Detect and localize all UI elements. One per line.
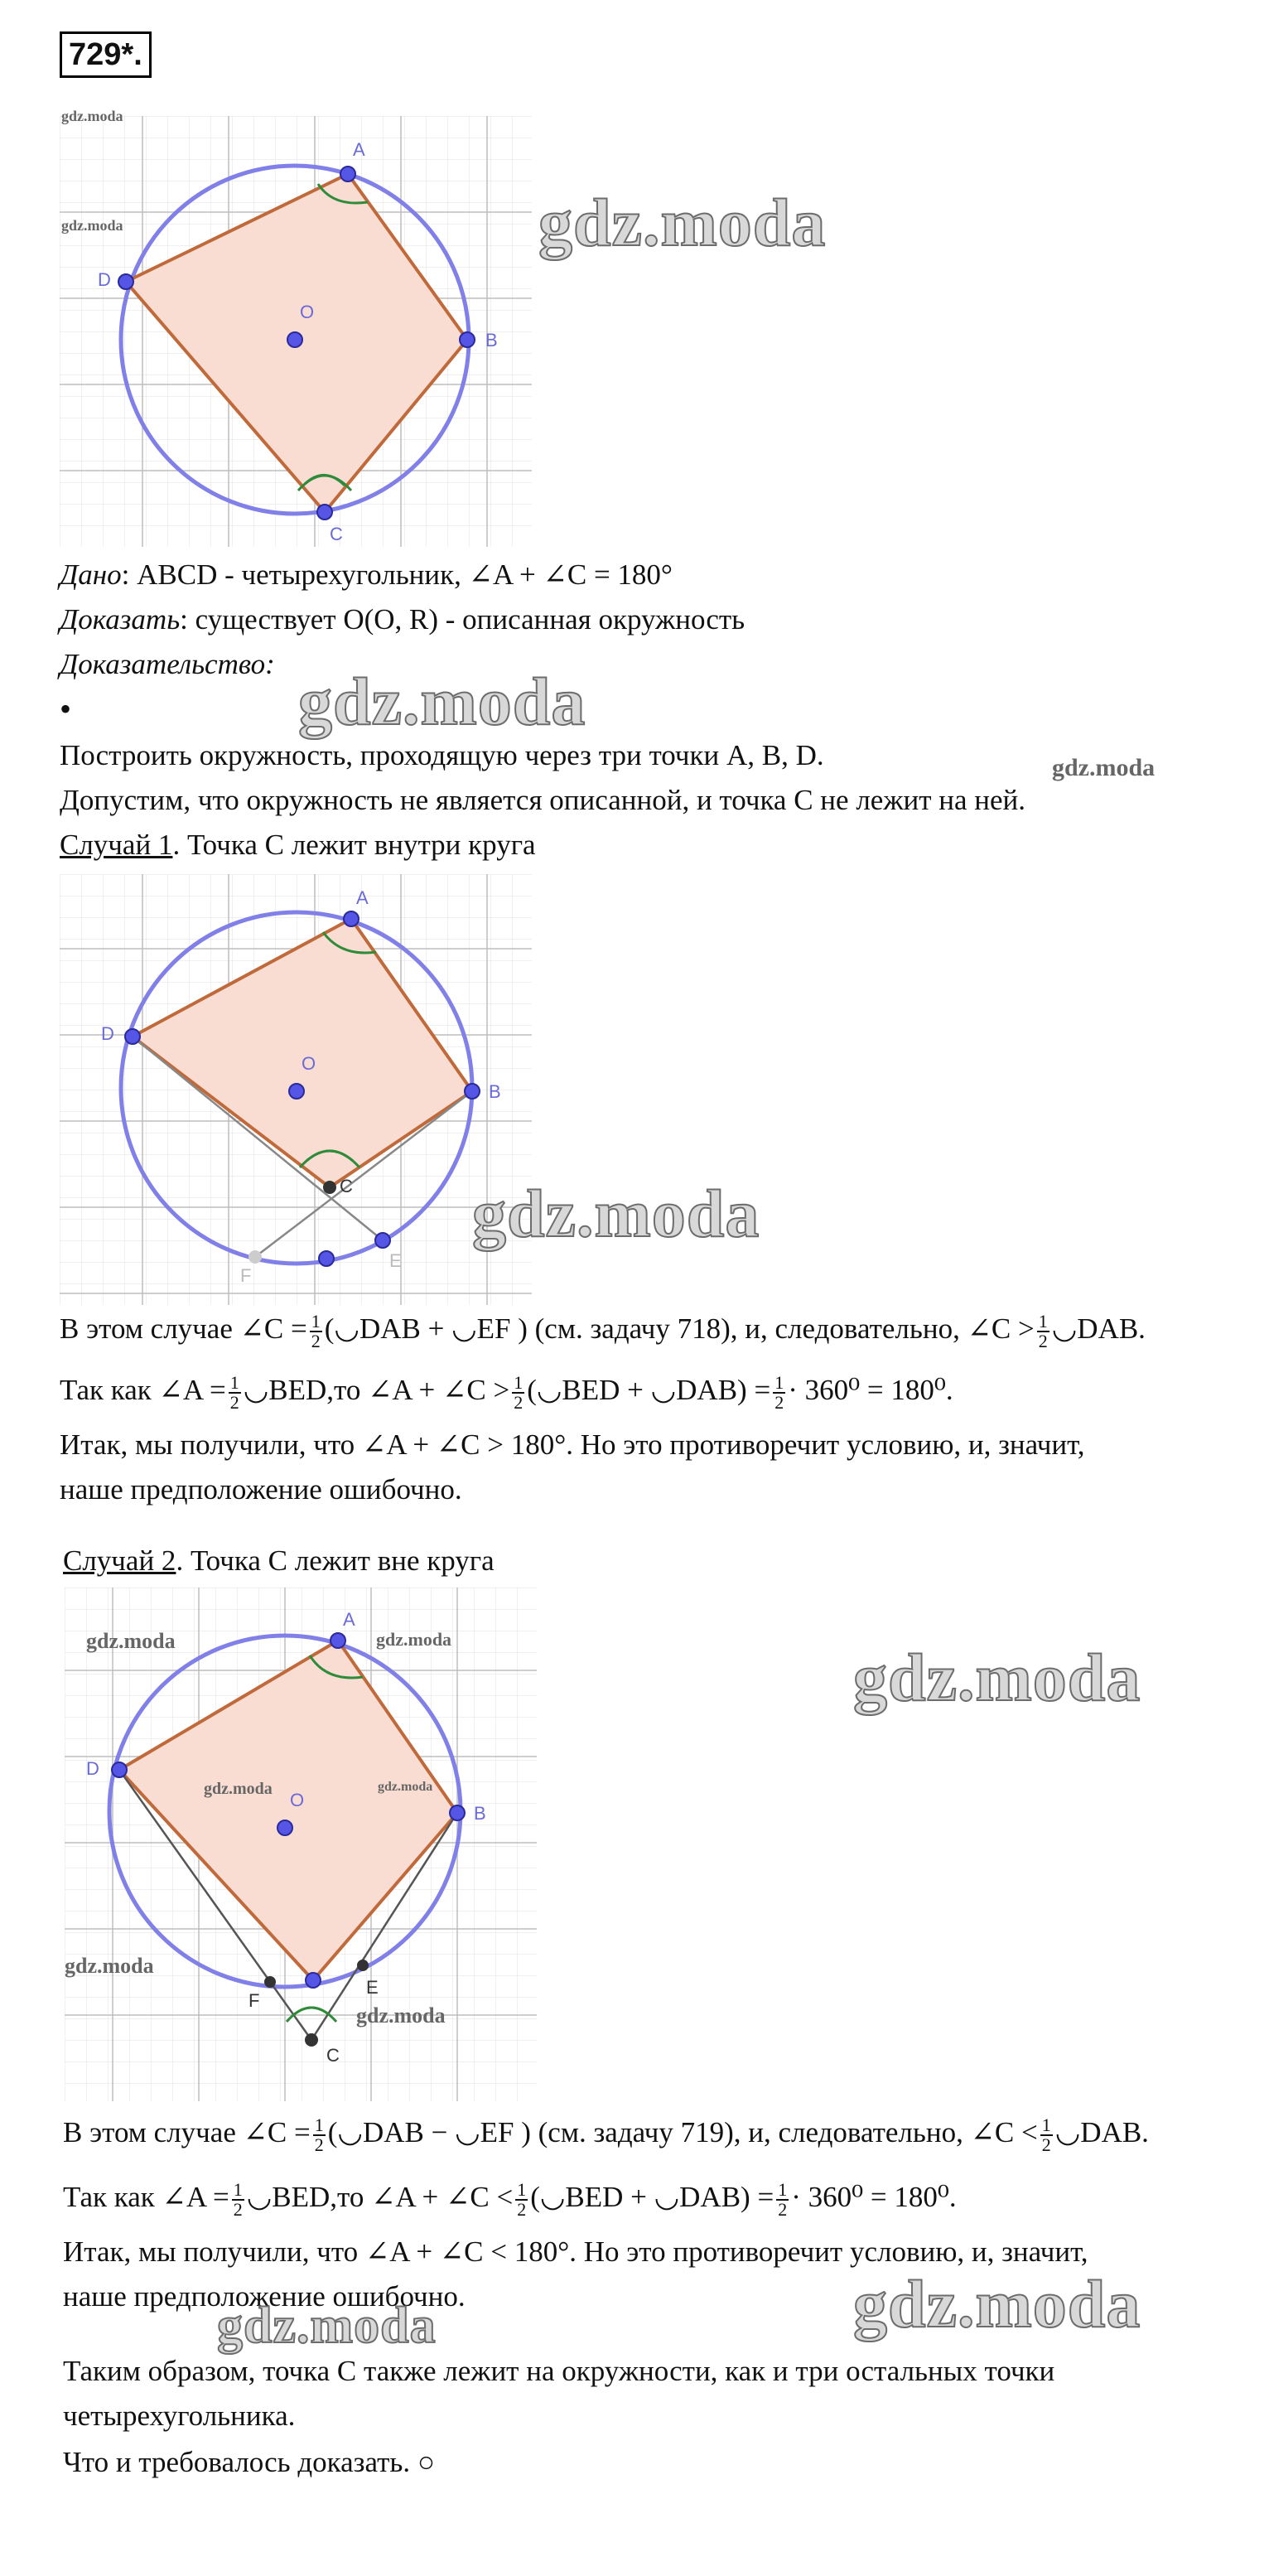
- label-a: A: [343, 1609, 355, 1630]
- watermark-small: gdz.moda: [376, 1629, 452, 1650]
- label-d: D: [86, 1758, 99, 1779]
- fraction: $\frac{1}{2}$: [774, 1371, 784, 1413]
- point-a: [344, 911, 359, 926]
- label-f: F: [240, 1265, 252, 1286]
- point-e: [357, 1960, 369, 1971]
- point-on-arc: [319, 1251, 334, 1266]
- fraction: $\frac{1}{2}$: [314, 2114, 324, 2155]
- point-c: [323, 1181, 336, 1194]
- step-1: Построить окружность, проходящую через три точки A, B, D.: [60, 739, 824, 771]
- point-e: [375, 1233, 390, 1248]
- watermark-large: gdz.moda: [298, 664, 586, 739]
- conclusion-line2: четырехугольника.: [63, 2400, 296, 2432]
- label-f: F: [248, 1990, 260, 2011]
- case1-line2: Так как ∠A = $\frac{1}{2}$ ◡BED,то ∠A + ∠C > $\frac{1}{2}$ (◡BED + ◡DAB) = $\frac{1}{2}$ · 360⁰ = 180⁰.: [60, 1371, 953, 1413]
- watermark-large: gdz.moda: [472, 1176, 760, 1251]
- watermark-large: gdz.moda: [217, 2298, 437, 2354]
- watermark-small: gdz.moda: [204, 1780, 273, 1798]
- label-c: C: [330, 524, 343, 544]
- point-o: [287, 332, 302, 347]
- watermark-small: gdz.moda: [86, 1629, 176, 1653]
- point-d: [118, 274, 133, 289]
- label-d: D: [101, 1023, 114, 1044]
- label-b: B: [474, 1803, 486, 1824]
- point-a: [340, 167, 355, 181]
- fraction: $\frac{1}{2}$: [1041, 2114, 1051, 2155]
- point-f: [248, 1250, 262, 1264]
- watermark-small: gdz.moda: [61, 217, 123, 234]
- point-d: [112, 1762, 127, 1777]
- fraction: $\frac{1}{2}$: [1038, 1310, 1048, 1351]
- label-c: C: [326, 2045, 340, 2066]
- point-b: [465, 1084, 480, 1099]
- fraction: $\frac{1}{2}$: [233, 2178, 243, 2220]
- label-b: B: [485, 330, 498, 350]
- watermark-small: gdz.moda: [378, 1780, 433, 1794]
- figure-3: [65, 1588, 545, 2101]
- given-line: Дано: ABCD - четырехугольник, ∠A + ∠C = 180°: [60, 558, 673, 591]
- point-c: [317, 505, 332, 520]
- point-on-arc: [306, 1973, 321, 1988]
- case2-line2: Так как ∠A = $\frac{1}{2}$ ◡BED,то ∠A + ∠C < $\frac{1}{2}$ (◡BED + ◡DAB) = $\frac{1}{2}$ · 360⁰ = 180⁰.: [63, 2178, 957, 2220]
- label-o: O: [302, 1053, 316, 1074]
- step-2: Допустим, что окружность не является описанной, и точка C не лежит на ней.: [60, 784, 1026, 816]
- label-c: C: [340, 1176, 353, 1196]
- point-b: [460, 332, 475, 347]
- proof-heading: Доказательство:: [60, 648, 275, 680]
- point-f: [264, 1976, 276, 1988]
- fraction: $\frac{1}{2}$: [778, 2178, 788, 2220]
- case1-line3: Итак, мы получили, что ∠A + ∠C > 180°. Но это противоречит условию, и, значит,: [60, 1428, 1085, 1461]
- prove-line: Доказать: существует O(O, R) - описанная окружность: [60, 603, 745, 636]
- fraction: $\frac{1}{2}$: [517, 2178, 527, 2220]
- fraction: $\frac{1}{2}$: [514, 1371, 524, 1413]
- label-a: A: [356, 887, 369, 908]
- watermark-large: gdz.moda: [853, 1640, 1141, 1715]
- case1-heading: Случай 1. Точка C лежит внутри круга: [60, 829, 536, 861]
- problem-number: 729*.: [60, 31, 152, 78]
- figure-2: [60, 874, 540, 1305]
- point-o: [289, 1084, 304, 1099]
- label-b: B: [489, 1081, 501, 1102]
- watermark-small: gdz.moda: [65, 1954, 154, 1978]
- case2-line4: наше предположение ошибочно.: [63, 2280, 466, 2313]
- conclusion-line1: Таким образом, точка C также лежит на окружности, как и три остальных точки: [63, 2355, 1055, 2387]
- case2-heading: Случай 2. Точка C лежит вне круга: [63, 1544, 495, 1577]
- point-d: [125, 1029, 140, 1044]
- label-e: E: [389, 1250, 402, 1271]
- case1-line4: наше предположение ошибочно.: [60, 1473, 462, 1505]
- label-a: A: [353, 139, 365, 160]
- case1-line1: В этом случае ∠C = $\frac{1}{2}$ (◡DAB + ◡EF ) (см. задачу 718), и, следовательно, ∠C > $\frac{1}{2}$ ◡DAB.: [60, 1310, 1146, 1351]
- watermark-large: gdz.moda: [538, 185, 827, 260]
- case2-line3: Итак, мы получили, что ∠A + ∠C < 180°. Но это противоречит условию, и, значит,: [63, 2235, 1088, 2268]
- watermark-small: gdz.moda: [356, 2003, 446, 2027]
- bullet: •: [60, 690, 72, 727]
- label-o: O: [300, 302, 315, 322]
- fraction: $\frac{1}{2}$: [311, 1310, 321, 1351]
- watermark-large: gdz.moda: [853, 2266, 1141, 2342]
- point-c: [305, 2033, 318, 2047]
- watermark-small: gdz.moda: [61, 108, 123, 124]
- fraction: $\frac{1}{2}$: [229, 1371, 239, 1413]
- point-o: [277, 1820, 292, 1835]
- point-a: [331, 1633, 345, 1648]
- label-e: E: [366, 1977, 379, 1998]
- label-o: O: [290, 1790, 305, 1810]
- point-b: [450, 1805, 465, 1820]
- case2-line1: В этом случае ∠C = $\frac{1}{2}$ (◡DAB − ◡EF ) (см. задачу 719), и, следовательно, ∠C < $\frac{1}{2}$ ◡DAB.: [63, 2114, 1149, 2155]
- figure-1: [60, 116, 540, 547]
- qed-line: Что и требовалось доказать. ○: [63, 2446, 436, 2478]
- label-d: D: [98, 269, 111, 290]
- watermark-small: gdz.moda: [1052, 754, 1156, 781]
